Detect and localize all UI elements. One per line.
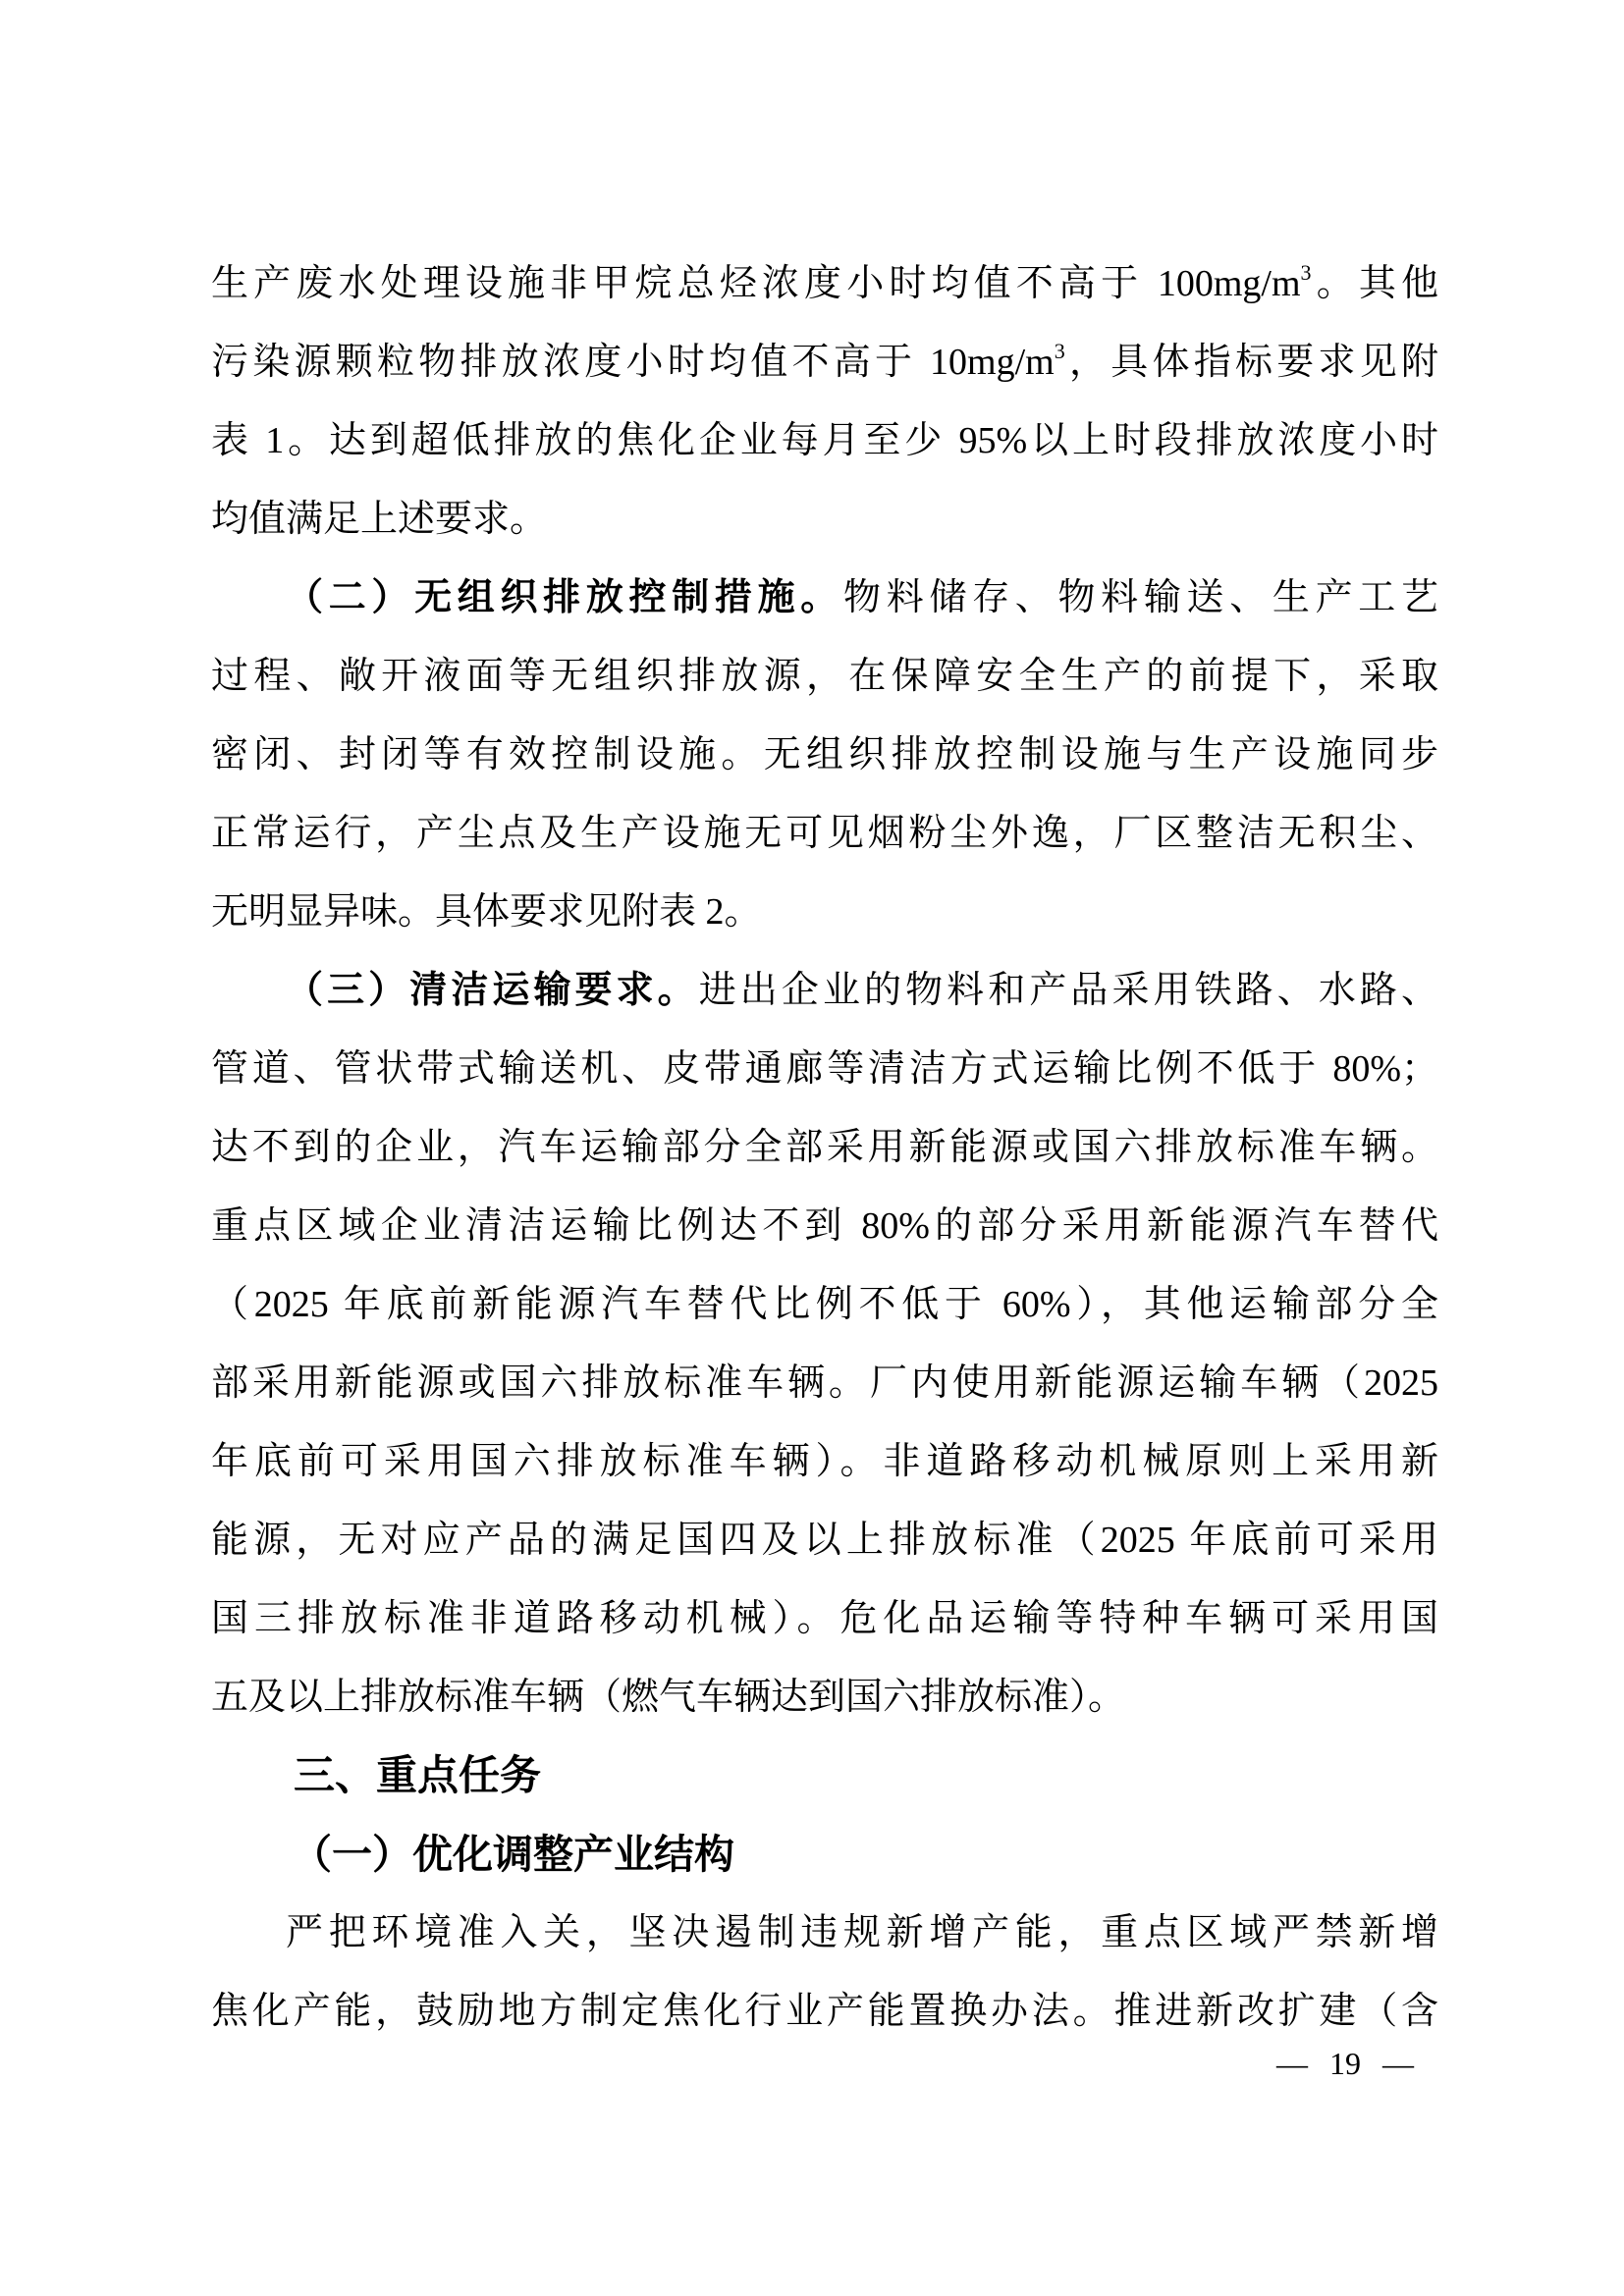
text-run: ，具体指标要求见附 bbox=[1064, 342, 1438, 383]
paragraph-line: 密闭、封闭等有效控制设施。无组织排放控制设施与生产设施同步 bbox=[211, 734, 1438, 775]
text-run: 生产废水处理设施非甲烷总烃浓度小时均值不高于 100mg/m bbox=[211, 263, 1301, 304]
text-run: 。其他 bbox=[1311, 263, 1438, 304]
document-body bbox=[211, 244, 1438, 2051]
page-number: — 19 — bbox=[1276, 2046, 1414, 2081]
text-run: 物料储存、物料输送、生产工艺 bbox=[843, 577, 1438, 618]
paragraph-line: 无明显异味。具体要求见附表 2。 bbox=[211, 891, 762, 933]
text-run: 污染源颗粒物排放浓度小时均值不高于 10mg/m bbox=[211, 342, 1055, 383]
paragraph-line: （2025 年底前新能源汽车替代比例不低于 60%），其他运输部分全 bbox=[211, 1284, 1438, 1325]
paragraph-line: 正常运行，产尘点及生产设施无可见烟粉尘外逸，厂区整洁无积尘、 bbox=[211, 813, 1438, 854]
paragraph-line: 严把环境准入关，坚决遏制违规新增产能，重点区域严禁新增 bbox=[286, 1912, 1438, 1953]
paragraph-line: 年底前可采用国六排放标准车辆）。非道路移动机械原则上采用新 bbox=[211, 1441, 1438, 1482]
paragraph-line bbox=[211, 323, 1438, 401]
paragraph-line: 重点区域企业清洁运输比例达不到 80%的部分采用新能源汽车替代 bbox=[211, 1205, 1438, 1247]
paragraph-line: 五及以上排放标准车辆（燃气车辆达到国六排放标准）。 bbox=[211, 1677, 1126, 1718]
paragraph-line: 均值满足上述要求。 bbox=[211, 499, 548, 540]
paragraph-line: 管道、管状带式输送机、皮带通廊等清洁方式运输比例不低于 80%； bbox=[211, 1048, 1438, 1090]
paragraph-line: 国三排放标准非道路移动机械）。危化品运输等特种车辆可采用国 bbox=[211, 1598, 1438, 1639]
paragraph-line: 过程、敞开液面等无组织排放源，在保障安全生产的前提下，采取 bbox=[211, 656, 1438, 697]
superscript: 3 bbox=[1300, 260, 1312, 285]
paragraph-line: 达不到的企业，汽车运输部分全部采用新能源或国六排放标准车辆。 bbox=[211, 1127, 1438, 1168]
paragraph-line: 表 1。达到超低排放的焦化企业每月至少 95%以上时段排放浓度小时 bbox=[211, 420, 1438, 461]
paragraph-line: 焦化产能，鼓励地方制定焦化行业产能置换办法。推进新改扩建（含 bbox=[211, 1991, 1438, 2032]
section-lead-line bbox=[211, 951, 1438, 1030]
paragraph-line: 能源，无对应产品的满足国四及以上排放标准（2025 年底前可采用 bbox=[211, 1520, 1438, 1561]
section-title-bold: （二）无组织排放控制措施。 bbox=[286, 577, 843, 618]
superscript: 3 bbox=[1054, 339, 1065, 363]
chapter-heading: 三、重点任务 bbox=[294, 1752, 542, 1798]
text-run: 进出企业的物料和产品采用铁路、水路、 bbox=[698, 970, 1438, 1011]
section-lead-line bbox=[211, 559, 1438, 637]
paragraph-line: 部采用新能源或国六排放标准车辆。厂内使用新能源运输车辆（2025 bbox=[211, 1362, 1438, 1404]
section-title-bold: （三）清洁运输要求。 bbox=[286, 970, 699, 1011]
page-footer bbox=[1276, 2044, 1414, 2083]
section-heading: （一）优化调整产业结构 bbox=[292, 1832, 734, 1877]
paragraph-line bbox=[211, 244, 1438, 323]
